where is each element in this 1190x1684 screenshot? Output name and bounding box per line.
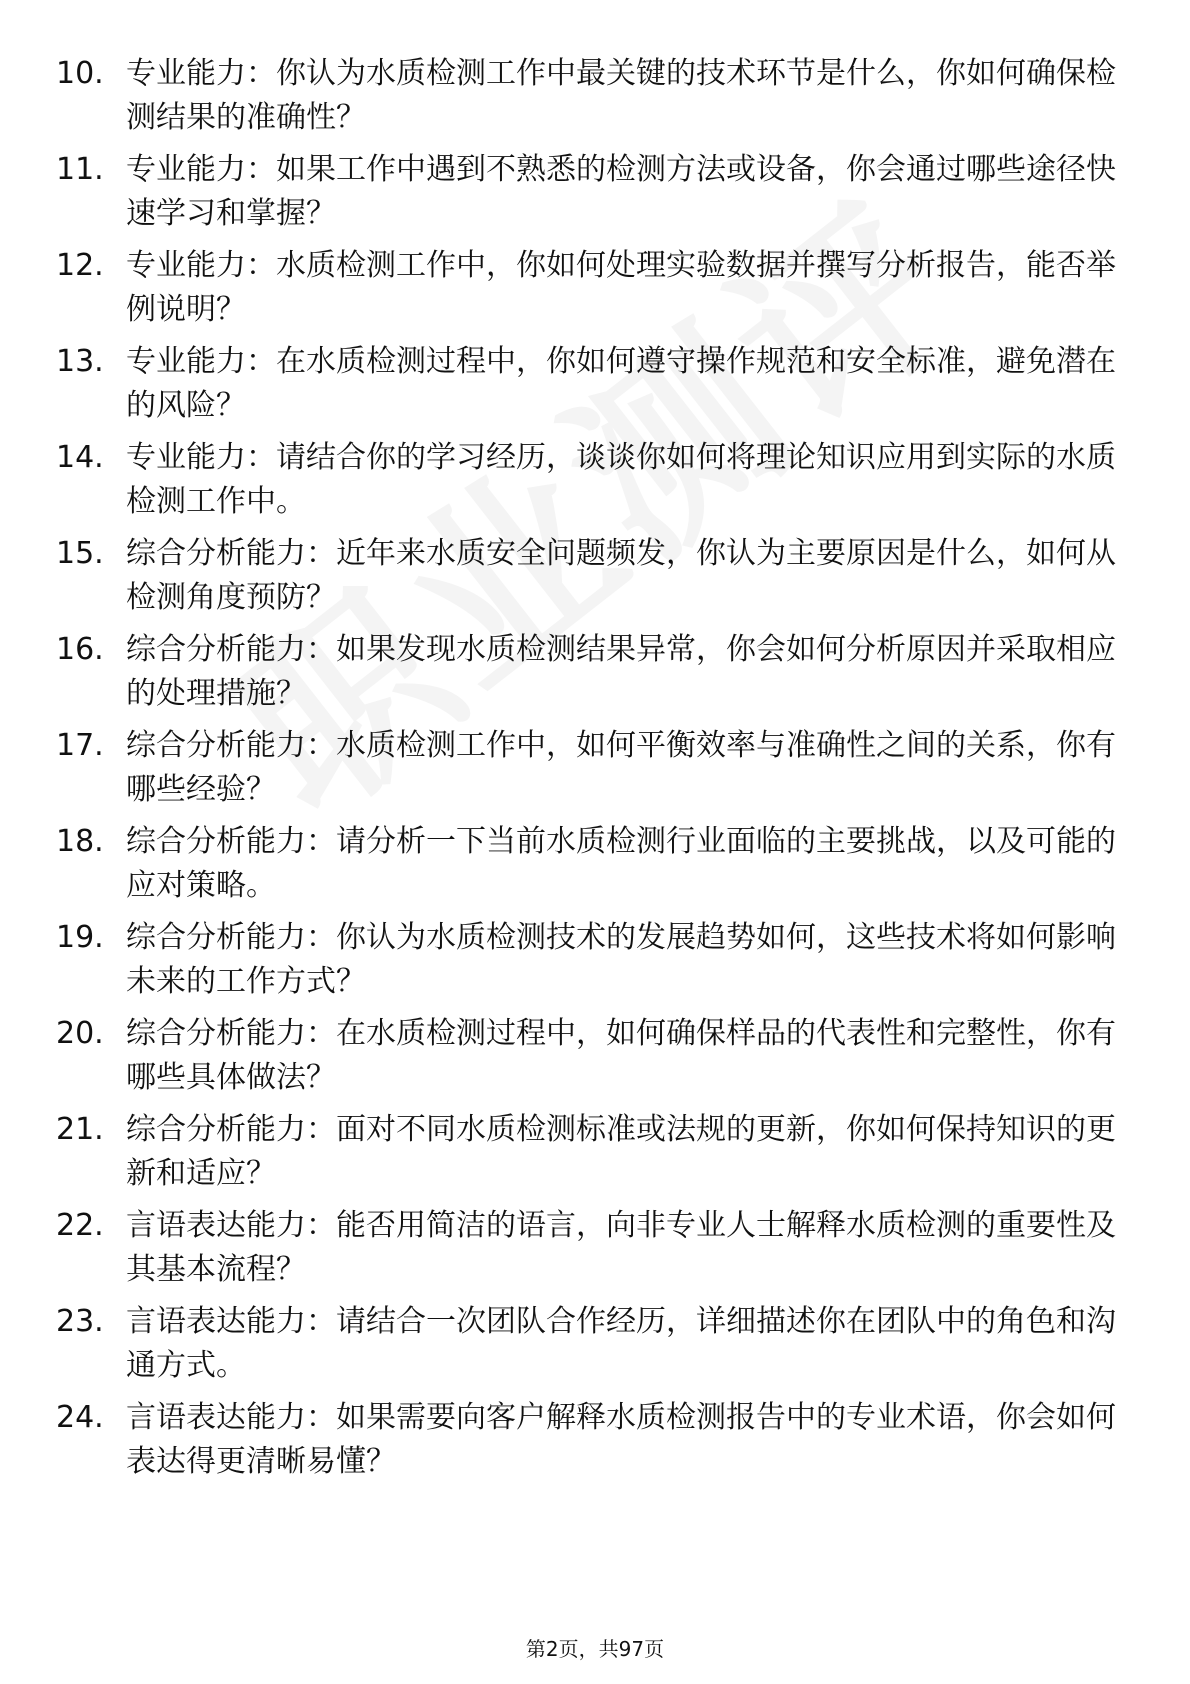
- question-item: [0, 436, 1190, 532]
- question-item: [0, 1300, 1190, 1396]
- question-text: 综合分析能力：请分析一下当前水质检测行业面临的主要挑战，以及可能的应对策略。: [126, 824, 1116, 903]
- page-footer: [0, 1635, 1190, 1663]
- question-text: 专业能力：请结合你的学习经历，谈谈你如何将理论知识应用到实际的水质检测工作中。: [126, 440, 1116, 519]
- question-item: [0, 628, 1190, 724]
- question-item: [0, 52, 1190, 148]
- question-text: 综合分析能力：水质检测工作中，如何平衡效率与准确性之间的关系，你有哪些经验？: [126, 728, 1116, 807]
- question-number: 12.: [56, 248, 104, 283]
- question-text: 综合分析能力：你认为水质检测技术的发展趋势如何，这些技术将如何影响未来的工作方式？: [126, 920, 1116, 999]
- question-text: 专业能力：如果工作中遇到不熟悉的检测方法或设备，你会通过哪些途径快速学习和掌握？: [126, 152, 1116, 231]
- question-text: 言语表达能力：能否用简洁的语言，向非专业人士解释水质检测的重要性及其基本流程？: [126, 1208, 1116, 1287]
- question-item: [0, 148, 1190, 244]
- question-number: 21.: [56, 1112, 104, 1147]
- question-item: [0, 340, 1190, 436]
- question-item: [0, 724, 1190, 820]
- question-number: 24.: [56, 1400, 104, 1435]
- question-item: [0, 244, 1190, 340]
- question-number: 10.: [56, 56, 104, 91]
- question-number: 11.: [56, 152, 104, 187]
- question-number: 23.: [56, 1304, 104, 1339]
- question-number: 15.: [56, 536, 104, 571]
- question-text: 综合分析能力：近年来水质安全问题频发，你认为主要原因是什么，如何从检测角度预防？: [126, 536, 1116, 615]
- question-item: [0, 916, 1190, 1012]
- question-number: 17.: [56, 728, 104, 763]
- question-text: 专业能力：水质检测工作中，你如何处理实验数据并撰写分析报告，能否举例说明？: [126, 248, 1116, 327]
- question-number: 20.: [56, 1016, 104, 1051]
- question-text: 综合分析能力：在水质检测过程中，如何确保样品的代表性和完整性，你有哪些具体做法？: [126, 1016, 1116, 1095]
- question-item: [0, 1108, 1190, 1204]
- question-list: [0, 52, 1190, 1492]
- question-text: 专业能力：在水质检测过程中，你如何遵守操作规范和安全标准，避免潜在的风险？: [126, 344, 1116, 423]
- question-item: [0, 1396, 1190, 1492]
- question-number: 16.: [56, 632, 104, 667]
- question-number: 14.: [56, 440, 104, 475]
- question-item: [0, 820, 1190, 916]
- question-item: [0, 532, 1190, 628]
- question-text: 综合分析能力：如果发现水质检测结果异常，你会如何分析原因并采取相应的处理措施？: [126, 632, 1116, 711]
- question-number: 13.: [56, 344, 104, 379]
- question-number: 19.: [56, 920, 104, 955]
- question-item: [0, 1012, 1190, 1108]
- question-number: 18.: [56, 824, 104, 859]
- question-number: 22.: [56, 1208, 104, 1243]
- question-text: 言语表达能力：如果需要向客户解释水质检测报告中的专业术语，你会如何表达得更清晰易懂？: [126, 1400, 1116, 1479]
- question-item: [0, 1204, 1190, 1300]
- question-text: 综合分析能力：面对不同水质检测标准或法规的更新，你如何保持知识的更新和适应？: [126, 1112, 1116, 1191]
- page-number-label: 第2页，共97页: [525, 1637, 665, 1661]
- question-text: 专业能力：你认为水质检测工作中最关键的技术环节是什么，你如何确保检测结果的准确性？: [126, 56, 1116, 135]
- question-text: 言语表达能力：请结合一次团队合作经历，详细描述你在团队中的角色和沟通方式。: [126, 1304, 1116, 1383]
